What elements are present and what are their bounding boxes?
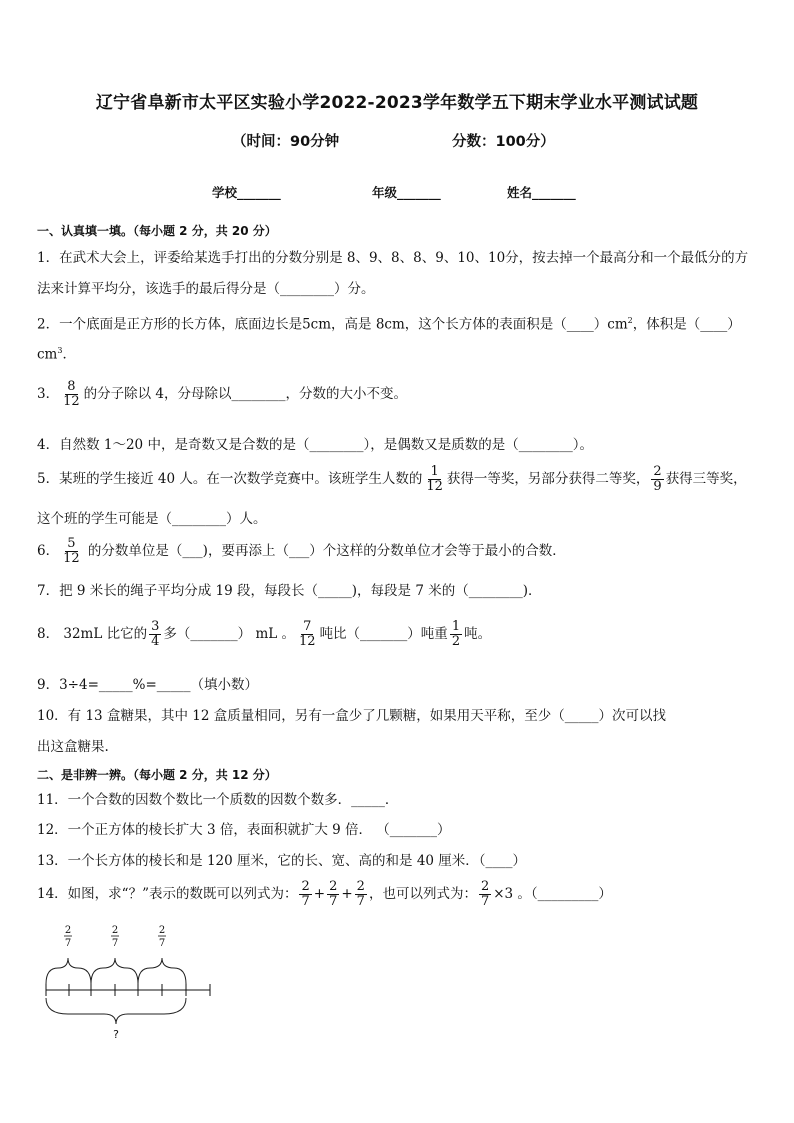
number-line-svg	[38, 924, 218, 1044]
question-12: 12．一个正方体的棱长扩大 3 倍，表面积就扩大 9 倍． （_______）	[37, 822, 451, 838]
question-14: 14．如图，求“？”表示的数既可以列式为： $\frac{2}{7}$ + $\frac{2}{7}$ + $\frac{2}{7}$ ，也可以列式为： $\frac{2}{7}$ ×3 。（_________）	[37, 879, 612, 909]
name-field[interactable]: 姓名_______	[507, 185, 576, 200]
fraction: $\frac{1}{12}$	[426, 464, 443, 494]
question-9: 9．3÷4=_____%=_____（填小数）	[37, 677, 259, 693]
fraction: $\frac{2}{7}$	[356, 879, 365, 909]
grade-field[interactable]: 年级_______	[372, 185, 441, 200]
question-7: 7．把 9 米长的绳子平均分成 19 段，每段长（_____)，每段是 7 米的（________)．	[37, 583, 542, 599]
fraction: $\frac{2}{9}$	[653, 464, 662, 494]
bottom-brace	[46, 998, 186, 1024]
exam-score: 分数：100分）	[452, 134, 555, 150]
question-5-line-1: 5．某班的学生接近 40 人。在一次数学竞赛中。该班学生人数的 $\frac{1}{12}$ 获得一等奖，另部分获得二等奖， $\frac{2}{9}$ 获得三等奖，	[37, 464, 747, 494]
fraction-label-2-num: 2	[111, 925, 119, 936]
fraction: $\frac{5}{12}$	[63, 536, 80, 566]
fraction: $\frac{3}{4}$	[151, 619, 160, 649]
page-title: 辽宁省阜新市太平区实验小学2022-2023学年数学五下期末学业水平测试试题	[95, 93, 699, 113]
fraction: $\frac{2}{7}$	[301, 879, 310, 909]
section-2-heading: 二、是非辨一辨。（每小题 2 分，共 12 分）	[37, 768, 277, 782]
question-1-line-2: 法来计算平均分，该选手的最后得分是（________）分。	[37, 281, 375, 297]
section-1-heading: 一、认真填一填。（每小题 2 分，共 20 分）	[37, 224, 277, 238]
question-11: 11．一个合数的因数个数比一个质数的因数个数多．_____．	[37, 792, 399, 808]
fraction: $\frac{2}{7}$	[480, 879, 490, 909]
question-4: 4．自然数 1～20 中，是奇数又是合数的是（________），是偶数又是质数的是（________）。	[37, 437, 593, 453]
question-2-line-2: $cm^3$．	[37, 346, 76, 363]
fraction: $\frac{2}{7}$	[329, 879, 338, 909]
school-field[interactable]: 学校_______	[212, 185, 281, 200]
top-brace-2	[91, 958, 138, 984]
question-mark-label: ?	[113, 1028, 119, 1041]
fraction-label-1-den: 7	[64, 938, 72, 949]
question-5-line-2: 这个班的学生可能是（________）人。	[37, 511, 267, 527]
question-8: 8． 32mL 比它的 $\frac{3}{4}$ 多（_______） mL 。 $\frac{7}{12}$ 吨比（_______）吨重 $\frac{1}{2}$ 吨。	[37, 619, 492, 649]
question-10-line-1: 10．有 13 盒糖果，其中 12 盒质量相同，另有一盒少了几颗糖，如果用天平称，至少（_____）次可以找	[37, 708, 666, 724]
fraction-label-3-den: 7	[158, 938, 166, 949]
question-1-line-1: 1．在武术大会上，评委给某选手打出的分数分别是 8、9、8、8、9、10、10分，按去掉一个最高分和一个最低分的方	[37, 250, 749, 266]
fraction-label-1-num: 2	[64, 925, 72, 936]
fraction-label-3-num: 2	[158, 925, 166, 936]
number-line-diagram	[38, 924, 218, 1044]
question-6: 6． $\frac{5}{12}$ 的分数单位是（___)，要再添上（___）个这样的分数单位才会等于最小的合数．	[37, 536, 566, 566]
fraction: $\frac{8}{12}$	[63, 379, 80, 409]
top-brace-1	[46, 958, 91, 984]
fraction: $\frac{7}{12}$	[299, 619, 316, 649]
question-3: 3． $\frac{8}{12}$ 的分子除以 4，分母除以________，分数的大小不变。	[37, 379, 408, 409]
question-13: 13．一个长方体的棱长和是 120 厘米，它的长、宽、高的和是 40 厘米．（____）	[37, 853, 527, 869]
question-10-line-2: 出这盒糖果.	[37, 739, 109, 755]
exam-time: （时间：90分钟	[232, 134, 340, 150]
top-brace-3	[138, 958, 186, 984]
fraction: $\frac{1}{2}$	[451, 619, 461, 649]
question-2-line-1: 2．一个底面是正方形的长方体，底面边长是5cm，高是 8cm，这个长方体的表面积是$(\_\_\_\_)cm^2$，体积是（____）	[37, 316, 741, 333]
fraction-label-2-den: 7	[111, 938, 119, 949]
